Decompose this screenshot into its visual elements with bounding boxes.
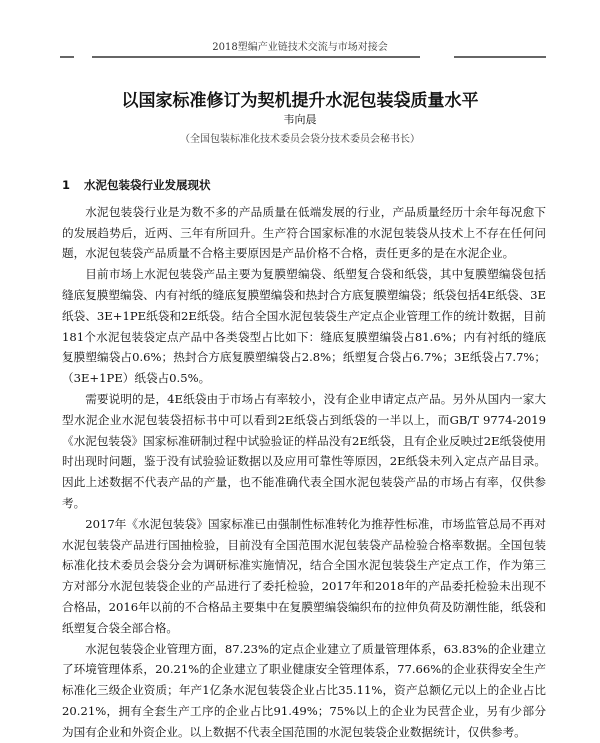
section-number: 1 xyxy=(62,178,71,192)
section-heading xyxy=(62,175,546,196)
author: 韦向晨 xyxy=(283,113,317,126)
header-rule-segment xyxy=(454,56,546,58)
paragraph: 水泥包装袋行业是为数不多的产品质量在低端发展的行业，产品质量经历十余年每况愈下的发展趋势后，近两、三年有所回升。生产符合国家标准的水泥包装袋从技术上不存在任何问题，水泥包装袋产品质量不合格主要原因是产品价格不合格，责任更多的是在水泥企业。 xyxy=(62,204,546,261)
article-body xyxy=(62,175,546,743)
paragraph: 水泥包装袋企业管理方面，87.23%的定点企业建立了质量管理体系，63.83%的企业建立了环境管理体系，20.21%的企业建立了职业健康安全管理体系，77.66%的企业获得安全生产标准化三级企业资质；年产1亿条水泥包装袋企业占比35.11%，资产总额亿元以上的企业占比20.21%，拥有全套生产工序的企业占比91.49%；75%以上的企业为民营企业，另有少部分为国有企业和外资企业。以上数据不代表全国范围的水泥包装袋企业数据统计，仅供参考。 xyxy=(62,641,546,739)
header-rule-segment xyxy=(390,56,420,58)
paragraph: 需要说明的是，4E纸袋由于市场占有率较小，没有企业申请定点产品。另外从国内一家大型水泥企业水泥包装袋招标书中可以看到2E纸袋占到纸袋的一半以上，而GB/T 9774-2019《水泥包装袋》国家标准研制过程中试验验证的样品没有2E纸袋，且有企业反映过2E纸袋使用时出现时问题，鉴于没有试验验证数据以及应用可靠性等原因，2E纸袋未列入定点产品目录。因此上述数据不代表产品的产量，也不能准确代表全国水泥包装袋产品的市场占有率，仅供参考。 xyxy=(62,391,546,510)
running-header: 2018塑编产业链技术交流与市场对接会 xyxy=(212,42,388,53)
paper-title: 以国家标准修订为契机提升水泥包装袋质量水平 xyxy=(121,91,479,111)
header-rule-segment xyxy=(60,56,74,58)
paragraph: 2017年《水泥包装袋》国家标准已由强制性标准转化为推荐性标准，市场监管总局不再对水泥包装袋产品进行国抽检验，目前没有全国范围水泥包装袋产品检验合格率数据。全国包装标准化技术委员会袋分会为调研标准实施情况，结合全国水泥包装袋生产定点工作，作为第三方对部分水泥包装袋企业的产品进行了委托检验，2017年和2018年的产品委托检验未出现不合格品，2016年以前的不合格品主要集中在复膜塑编袋编织布的拉伸负荷及防潮性能，纸袋和纸塑复合袋全部合格。 xyxy=(62,516,546,635)
section-title: 水泥包装袋行业发展现状 xyxy=(84,178,211,192)
paragraph: 目前市场上水泥包装袋产品主要为复膜塑编袋、纸塑复合袋和纸袋，其中复膜塑编袋包括缝底复膜塑编袋、内有衬纸的缝底复膜塑编袋和热封合方底复膜塑编袋；纸袋包括4E纸袋、3E纸袋、3E+1PE纸袋和2E纸袋。结合全国水泥包装袋生产定点企业管理工作的统计数据，目前181个水泥包装袋定点产品中各类袋型占比如下：缝底复膜塑编袋占81.6%；内有衬纸的缝底复膜塑编袋占0.6%；热封合方底复膜塑编袋占2.8%；纸塑复合袋占6.7%；3E纸袋占7.7%；（3E+1PE）纸袋占0.5%。 xyxy=(62,267,546,386)
affiliation: （全国包装标准化技术委员会袋分技术委员会秘书长） xyxy=(180,134,420,145)
header-rule xyxy=(92,56,392,58)
